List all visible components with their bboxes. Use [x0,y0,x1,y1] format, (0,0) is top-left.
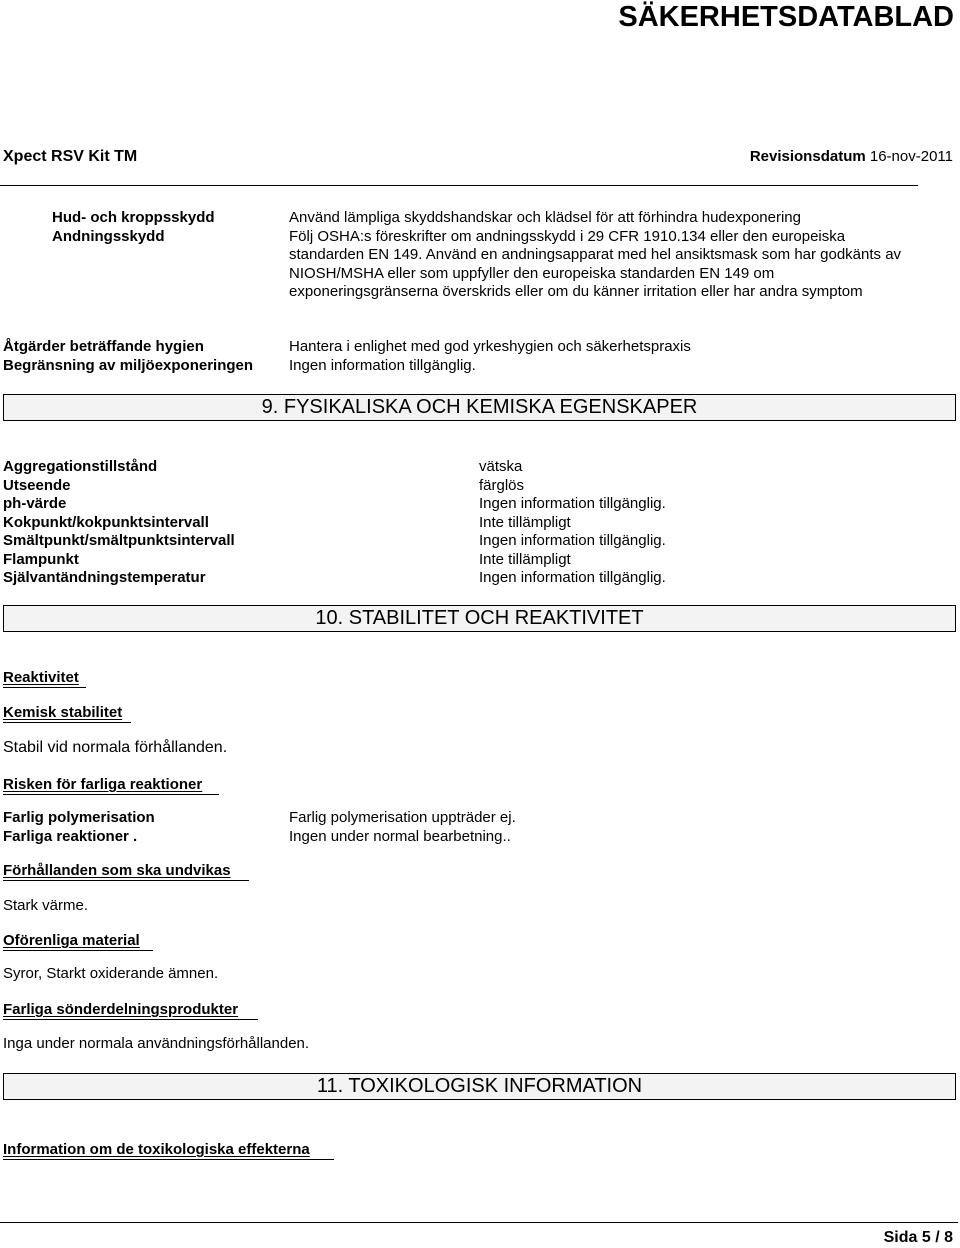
incompatible-materials-heading: Oförenliga material [3,932,140,949]
revision-info [750,147,953,167]
heading-underline [3,687,86,688]
heading-underline [3,880,249,881]
property-label: ph-värde [3,495,67,512]
hazardous-values [289,809,516,846]
page-indicator [884,1228,953,1248]
property-label: Kokpunkt/kokpunktsintervall [3,513,209,531]
property-value: Inte tillämpligt [479,550,571,568]
revision-date: 16-nov-2011 [869,148,953,165]
env-exposure-label: Begränsning av miljöexponeringen [3,356,254,374]
decomposition-products-text: Inga under normala användningsförhållanden. [3,1035,310,1052]
property-value: färglös [479,476,525,494]
property-value: Ingen information tillgänglig. [479,569,666,586]
header-divider [0,185,918,186]
property-label: Självantändningstemperatur [3,569,206,586]
decomposition-products-heading: Farliga sönderdelningsprodukter [3,1001,239,1018]
revision-label: Revisionsdatum [749,148,866,165]
heading-underline [3,1159,334,1160]
hazardous-labels [3,809,155,846]
hygiene-values [289,338,691,375]
section-9-heading: 9. FYSIKALISKA OCH KEMISKA EGENSKAPER [3,394,956,421]
property-label: Flampunkt [3,550,79,568]
protection-labels [52,209,215,246]
section-9-labels [3,458,235,588]
protection-line: Följ OSHA:s föreskrifter om andningsskydd i 29 CFR 1910.134 eller den europeiska [289,227,846,245]
hygiene-labels [3,338,253,375]
hazardous-reactions-heading: Risken för farliga reaktioner [3,776,203,793]
stability-text: Stabil vid normala förhållanden. [3,739,228,756]
protection-line: exponeringsgränserna överskrids eller om du känner irritation eller har andra symptom [289,283,863,300]
section-11-heading: 11. TOXIKOLOGISK INFORMATION [3,1073,956,1100]
polymerization-label: Farlig polymerisation [3,809,155,826]
heading-underline [3,1019,258,1020]
section-10-heading: 10. STABILITET OCH REAKTIVITET [3,605,956,632]
hazardous-reactions-label: Farliga reaktioner . [3,827,138,845]
conditions-to-avoid-heading: Förhållanden som ska undvikas [3,862,231,879]
property-label: Aggregationstillstånd [3,458,158,475]
property-value: Inte tillämpligt [479,513,571,531]
protection-line: Använd lämpliga skyddshandskar och klädsel för att förhindra hudexponering [289,209,801,226]
page-number: 5 / 8 [921,1229,953,1246]
chemical-stability-heading: Kemisk stabilitet [3,704,123,721]
property-value: Ingen information tillgänglig. [479,495,666,512]
protection-text [289,209,901,302]
heading-underline [3,722,131,723]
property-label: Smältpunkt/smältpunktsintervall [3,532,235,549]
protection-line: NIOSH/MSHA eller som uppfyller den europeiska standarden EN 149 om [289,264,775,282]
page-label: Sida [883,1229,918,1246]
incompatible-materials-text: Syror, Starkt oxiderande ämnen. [3,965,219,982]
property-value: vätska [479,458,523,475]
reactivity-heading: Reaktivitet [3,669,79,686]
skin-protection-label: Hud- och kroppsskydd [52,209,215,226]
section-9-values [479,458,666,588]
document-title: SÄKERHETSDATABLAD [618,1,954,33]
respiratory-protection-label: Andningsskydd [52,227,165,245]
env-exposure-value: Ingen information tillgänglig. [289,356,476,374]
toxicological-effects-heading: Information om de toxikologiska effekterna [3,1141,310,1158]
conditions-to-avoid-text: Stark värme. [3,897,89,914]
hygiene-value: Hantera i enlighet med god yrkeshygien och säkerhetspraxis [289,338,691,355]
polymerization-value: Farlig polymerisation uppträder ej. [289,809,516,826]
protection-line: standarden EN 149. Använd en andningsapparat med hel ansiktsmask som har godkänts av [289,246,902,263]
hygiene-label: Åtgärder beträffande hygien [3,338,204,355]
hazardous-reactions-value: Ingen under normal bearbetning.. [289,827,511,845]
property-label: Utseende [3,476,71,494]
footer-divider [0,1222,958,1223]
product-name: Xpect RSV Kit TM [3,148,138,165]
heading-underline [3,950,153,951]
heading-underline [3,794,219,795]
property-value: Ingen information tillgänglig. [479,532,666,549]
